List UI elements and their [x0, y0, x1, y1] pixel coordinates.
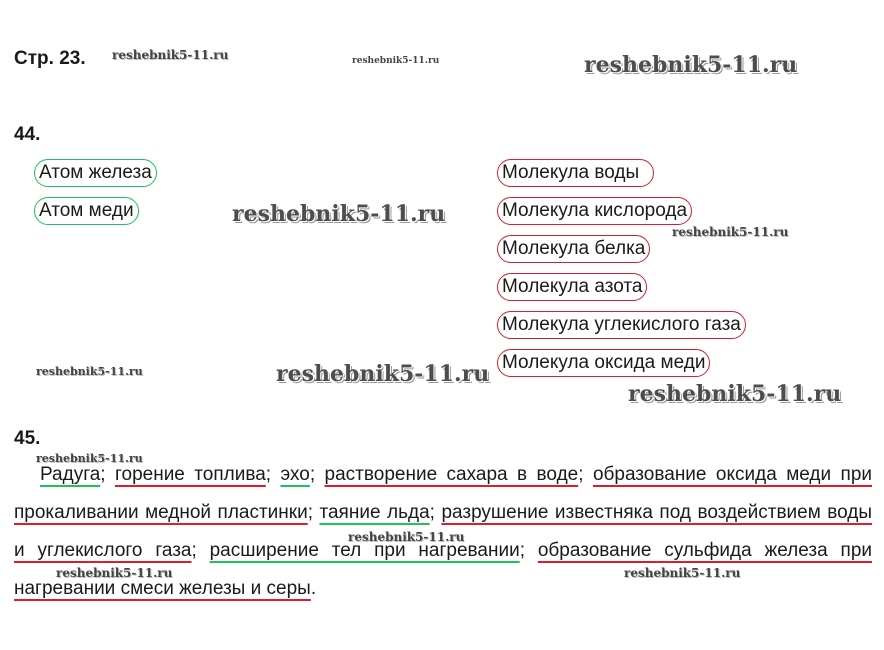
molecule-oval-nitrogen: Молекула азота	[497, 273, 647, 301]
watermark: reshebnik5-11.ru	[584, 52, 798, 78]
molecule-oval-protein: Молекула белка	[497, 235, 650, 263]
watermark: reshebnik5-11.ru	[276, 361, 490, 387]
molecule-oval-oxygen: Молекула кислорода	[497, 197, 692, 225]
separator: ;	[309, 464, 325, 485]
chemical-phenomenon: горение топлива	[114, 464, 266, 485]
atom-oval-copper: Атом меди	[34, 197, 139, 225]
page-reference: Стр. 23.	[14, 48, 86, 69]
physical-phenomenon: таяние льда	[319, 502, 430, 523]
chemical-phenomenon: разрушение известняка под воздействием воды и углекислого газа	[14, 502, 873, 561]
watermark: reshebnik5-11.ru	[352, 56, 440, 66]
task-44-number: 44.	[14, 124, 41, 145]
physical-phenomenon: расширение тел при нагревании	[209, 540, 520, 561]
watermark: reshebnik5-11.ru	[36, 452, 143, 465]
watermark: reshebnik5-11.ru	[36, 365, 143, 378]
separator: ;	[191, 540, 210, 561]
physical-phenomenon: Радуга	[40, 464, 101, 485]
molecule-oval-water: Молекула воды	[497, 159, 654, 187]
watermark: reshebnik5-11.ru	[624, 566, 741, 580]
physical-phenomenon: эхо	[280, 464, 310, 485]
chemical-phenomenon: образование сульфида железа при нагревании смеси железы и серы	[14, 540, 872, 599]
watermark: reshebnik5-11.ru	[56, 566, 173, 580]
separator: ;	[100, 464, 115, 485]
molecule-oval-copper-oxide: Молекула оксида меди	[497, 349, 710, 377]
watermark: reshebnik5-11.ru	[112, 48, 229, 62]
separator: ;	[265, 464, 281, 485]
watermark: reshebnik5-11.ru	[232, 201, 446, 227]
molecule-oval-carbon-dioxide: Молекула углекислого газа	[497, 311, 746, 339]
separator: ;	[578, 464, 593, 485]
separator: ;	[429, 502, 442, 523]
task-45-number: 45.	[14, 428, 41, 449]
separator: ;	[307, 502, 320, 523]
watermark: reshebnik5-11.ru	[348, 530, 465, 544]
chemical-phenomenon: растворение сахара в воде	[324, 464, 579, 485]
chemical-phenomenon: образование оксида меди при прокаливании медной пластинки	[14, 464, 872, 523]
separator: .	[310, 578, 317, 599]
watermark: reshebnik5-11.ru	[672, 225, 789, 239]
separator: ;	[519, 540, 538, 561]
watermark: reshebnik5-11.ru	[628, 381, 842, 407]
atom-oval-iron: Атом железа	[34, 159, 157, 187]
